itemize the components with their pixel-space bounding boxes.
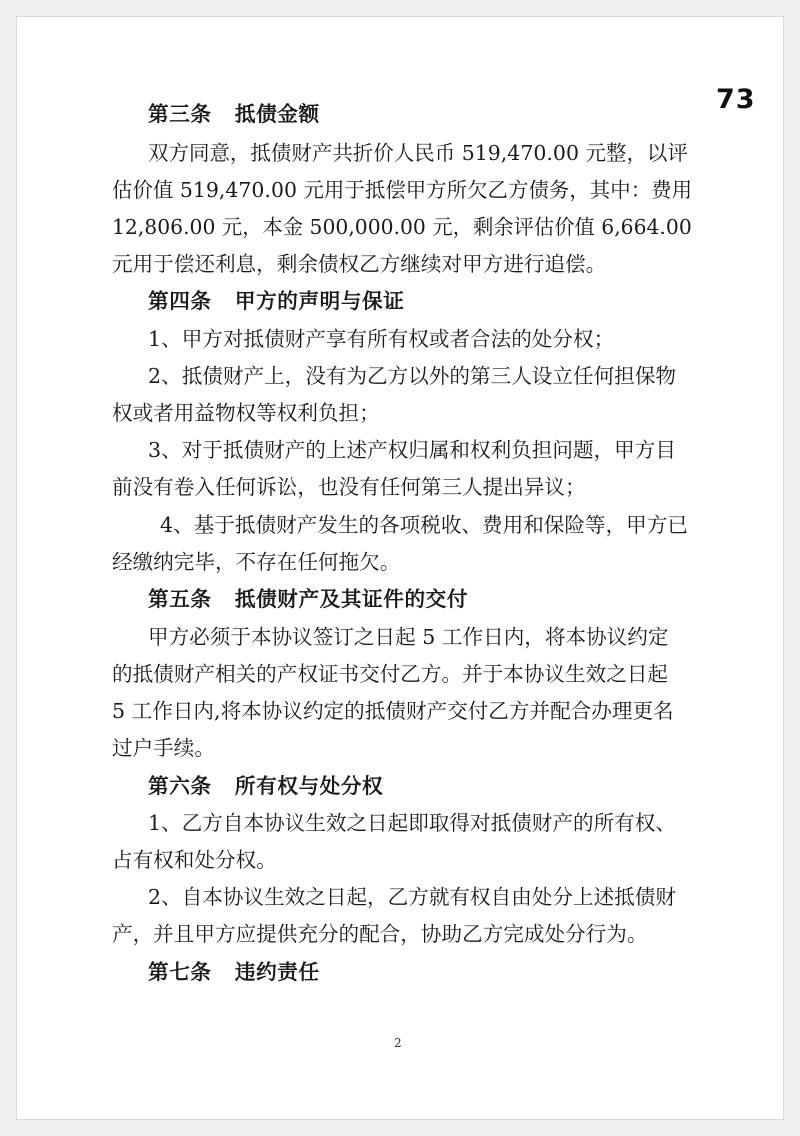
- text-line: 5 工作日内,将本协议约定的抵债财产交付乙方并配合办理更名: [112, 699, 674, 723]
- text-line: 2、抵债财产上，没有为乙方以外的第三人设立任何担保物: [148, 364, 676, 388]
- text-line: 的抵债财产相关的产权证书交付乙方。并于本协议生效之日起: [112, 662, 669, 686]
- text-line: 占有权和处分权。: [112, 848, 277, 872]
- text-line: 12,806.00 元，本金 500,000.00 元，剩余评估价值 6,664.00: [112, 215, 692, 239]
- text-line: 过户手续。: [112, 736, 215, 760]
- article-6-heading: 第六条 所有权与处分权: [148, 774, 384, 798]
- text-line: 甲方必须于本协议签订之日起 5 工作日内，将本协议约定: [148, 625, 669, 649]
- text-line: 4、基于抵债财产发生的各项税收、费用和保险等，甲方已: [160, 513, 688, 537]
- text-line: 元用于偿还利息，剩余债权乙方继续对甲方进行追偿。: [112, 252, 607, 276]
- article-5-heading: 第五条 抵债财产及其证件的交付: [148, 587, 469, 611]
- text-line: 经缴纳完毕，不存在任何拖欠。: [112, 550, 401, 574]
- handwritten-page-number: 73: [716, 84, 756, 115]
- footer-page-number: 2: [394, 1036, 402, 1050]
- article-4-heading: 第四条 甲方的声明与保证: [148, 289, 405, 313]
- text-line: 产，并且甲方应提供充分的配合，协助乙方完成处分行为。: [112, 922, 648, 946]
- text-line: 2、自本协议生效之日起，乙方就有权自由处分上述抵债财: [148, 885, 676, 909]
- text-line: 3、对于抵债财产的上述产权归属和权利负担问题，甲方目: [148, 438, 676, 462]
- text-line: 估价值 519,470.00 元用于抵偿甲方所欠乙方债务，其中：费用: [112, 178, 693, 202]
- article-3-heading: 第三条 抵债金额: [148, 102, 320, 126]
- text-line: 双方同意，抵债财产共折价人民币 519,470.00 元整，以评: [148, 141, 688, 165]
- text-line: 权或者用益物权等权利负担；: [112, 401, 380, 425]
- text-line: 1、甲方对抵债财产享有所有权或者合法的处分权；: [148, 327, 615, 351]
- article-7-heading: 第七条 违约责任: [148, 960, 320, 984]
- text-line: 前没有卷入任何诉讼，也没有任何第三人提出异议；: [112, 475, 586, 499]
- text-line: 1、乙方自本协议生效之日起即取得对抵债财产的所有权、: [148, 811, 676, 835]
